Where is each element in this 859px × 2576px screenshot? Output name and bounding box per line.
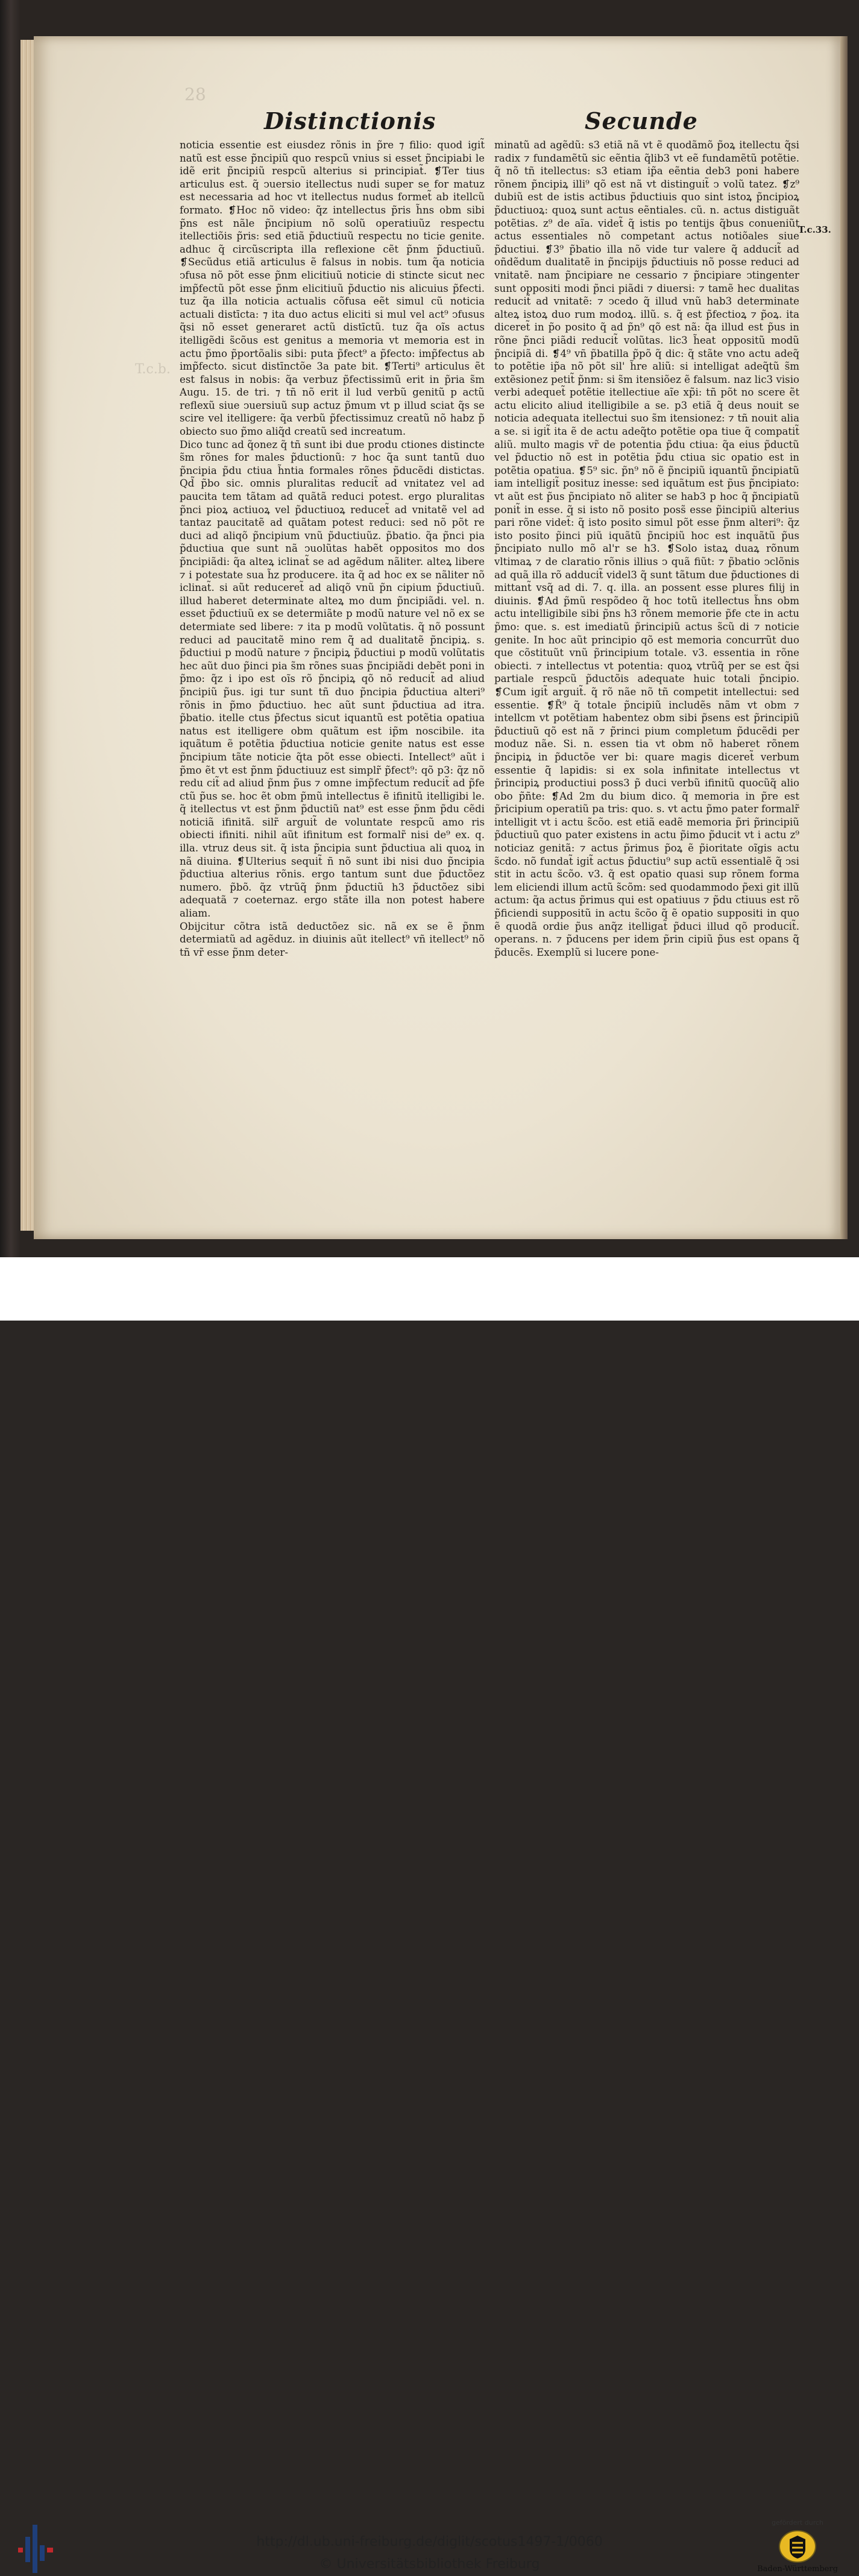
page-right-edge	[840, 36, 848, 1239]
show-through-folio: 28	[184, 84, 206, 104]
funder-label: gefördert durch	[771, 2519, 824, 2527]
scan-background	[0, 0, 859, 1257]
viewer-footer	[0, 1257, 859, 2574]
margin-note: T.c.33.	[798, 224, 831, 235]
document-url-link[interactable]: http://dl.ub.uni-freiburg.de/diglit/scotus1497-1/0060	[256, 2534, 603, 2549]
funder-badge	[746, 2519, 849, 2576]
state-seal-icon	[779, 2530, 816, 2563]
paragraph: noticia essentie est eiusdez rõnis in p̃re ⁊ filio: quod igit̃ natũ est esse p̃ncipiũ quo respcũ vnius si esset p̃ncipiabi le idẽ erit p̃ncipiũ respcũ alterius si principiat̃. ❡Ter tius articulus est. q̃ ↄuersio itellectus nudi super se for matuz est necessaria ad hoc vt itellectus nudus formet̃ ab itellcũ formato. ❡Hoc nõ video: q̃z intellectus p̃ris h̃ns obm sibi p̃ns est nãle p̃ncipium nõ solũ operatiuũz respectu itellectiõis p̃ris: sed etiã p̃ductiuũ respectu no ticie genite. adhuc q̃ circũscripta illa reflexione cẽt p̃nm p̃ductiuũ. ❡Secũdus etiã articulus ẽ falsus in nobis. tum q̃a noticia ↄfusa nõ põt esse p̃nm elicitiuũ noticie di stincte sicut nec imp̃fectũ põt esse p̃nm elicitiuũ p̃ductio nis alicuius p̃fecti. tuz q̃a illa noticia actualis cõfusa eẽt simul cũ noticia actuali distīcta: ⁊ ita duo actus eliciti si mul vel act⁹ ↄfusus q̃si nõ esset generaret actũ distīctũ. tuz q̃a oĩs actus itelligẽdi s̃cõus est genitus a memoria vt memoria est in actu p̃mo p̃portõalis sibi: puta p̃fect⁹ a p̃fecto: imp̃fectus ab imp̃fecto. sicut distīnctõe 3a pate bit. ❡Terti⁹ articulus ẽt est falsus in nobis: q̃a verbuz p̃fectissimũ erit in p̃ria s̃m Augu. 15. de tri. ⁊ tñ nõ erit il lud verbũ genitũ p actũ reflexũ siue ↄuersiuũ sup actuz p̃mum vt p illud sciat q̃s se scire vel itelligere: q̃a verbũ p̃fectissimuz creatũ nõ habz p̃ obiecto suo p̃mo aliq̃d creatũ sed increatum.	[180, 139, 485, 438]
text-column-left	[180, 139, 485, 1049]
show-through-margin-note: T.c.b.	[135, 362, 171, 377]
funder-region: Baden-Württemberg	[757, 2565, 838, 2574]
running-head-left: Distinctionis	[264, 107, 436, 134]
copyright-notice: © Universitätsbibliothek Freiburg	[319, 2557, 540, 2572]
running-head-right: Secunde	[585, 107, 698, 134]
paragraph: Dico tunc ad q̃onez q̃ tñ sunt ibi due produ ctiones distincte s̃m rõnes for males p̃ductionũ: ⁊ hoc q̃a sunt tantũ duo p̃ncipia p̃du ctiua h̃ntia formales rõnes p̃ducẽdi distictas. Qd̃ p̃bo sic. omnis pluralitas reducit̃ ad vnitatez vel ad paucita tem tãtam ad quãtã reduci potest. ergo pluralitas p̃nci pioꝝ actiuoꝝ vel p̃ductiuoꝝ reducet̃ ad vnitatẽ vel ad tantaz paucitatẽ ad quãtam potest reduci: sed nõ põt re duci ad aliqõ p̃ncipium vnũ p̃ductiuũz. p̃batio. q̃a p̃nci pia p̃ductiua que sunt nã ↄuolũtas habẽt oppositos mo dos p̃ncipiãdi: q̃a alteꝝ iclinat̃ se ad agẽdum nãliter. alteꝝ libere ⁊ i potestate sua h̃z producere. ita q̃ ad hoc ex se nãliter nõ iclinat̃. si aũt reduceret̃ ad aliqõ vnũ p̃n cipium p̃ductiuũ. illud haberet determinate alteꝝ mo dum p̃ncipiãdi. vel. n. esset p̃ductiuũ ex se determiãte p modũ nature vel nõ ex se determiate sed libere: ⁊ ita p modũ volũtatis. q̃ nõ possunt reduci ad paucitatẽ mino rem q̃̃ ad dualitatẽ p̃ncipiꝝ. s. p̃ductiui p modũ nature ⁊ p̃ncipiꝝ p̃ductiui p modũ volũtatis hec aũt duo p̃inci pia s̃m rõnes suas p̃ncipiãdi debẽt poni in p̃mo: q̃z i ipo est oĩs rõ p̃ncipiꝝ qõ nõ reducit̃ ad aliud p̃ncipiũ p̃us. igi tur sunt tñ duo p̃ncipia p̃ductiua alteri⁹ rõnis in p̃mo p̃ductiuo. hec aũt sunt p̃ductiua ad itra. p̃batio. itelle ctus p̃fectus sicut iquantũ est potẽtia opatiua natus est itelligere obm quãtum est ip̃m noscibile. ita iquãtum ẽ potẽtia p̃ductiua noticie genite natus est esse p̃ncipium tãte noticie q̃ta põt esse obiecti. Intellect⁹ aũt i p̃mo ẽt vt est p̃nm p̃ductiuuz est simplr̃ p̃fect⁹: qõ p3: q̃z nõ redu cit̃ ad aliud p̃nm p̃us ⁊ omne imp̃fectum reducit̃ ad p̃fe ctũ p̃us se. hoc ẽt obm p̃mũ intellectus ẽ ifinitũ itelligibi le. q̃ itellectus vt est p̃nm p̃ductiũ nat⁹ est esse p̃nm p̃du cẽdi noticiã ifinitã. silr̃ arguit̃ de voluntate respcũ amo ris obiecti ifiniti. nihil aũt ifinitum est formalr̃ nisi de⁹ ex. q. illa. vtruz deus sit. q̃ ista p̃ncipia sunt p̃ductiua ali quoꝝ in nã diuina. ❡Ulterius sequit̃ ñ nõ sunt ibi nisi duo p̃ncipia p̃ductiua alterius rõnis. ergo tantum sunt due p̃ductõez numero. p̃bõ. q̃z vtrũq̃ p̃nm p̃ductiũ h3 p̃ductõez sibi adequatã ⁊ coeternaz. ergo stãte illa non potest habere aliam.	[180, 438, 485, 920]
paragraph: minatũ ad agẽdũ: s3 etiã nã vt ẽ quodãmõ p̃oꝝ itellectu q̃si radix ⁊ fundamẽtũ sic eẽntia q̃lib3 vt eẽ fundamẽtũ potẽtie. q̃ nõ tñ itellectus: s3 etiam ip̃a eẽntia deb3 poni habere rõnem p̃ncipiꝝ illi⁹ qõ est nã vt distinguit̃ ↄ volũ tatez. ❡z⁹ dubiũ est de istis actibus p̃ductiuis quo sint istoꝝ p̃ncipioꝝ p̃ductiuoꝝ: quoꝝ sunt actus eẽntiales. cũ. n. actus distiguãt potẽtias. z⁹ de aĩa. videt̃ q̃ istis po tentijs q̃bus conueniũt actus essentiales nõ competant actus notiõales siue p̃ductiui. ❡3⁹ p̃batio illa nõ vide tur valere q̃ adducit̃ ad oñdẽdum dualitatẽ in p̃ncipijs p̃ductiuis nõ posse reduci ad vnitatẽ. nam p̃ncipiare ne cessario ⁊ p̃ncipiare ↄtingenter sunt oppositi modi p̃nci piãdi ⁊ diuersi: ⁊ tamẽ hec dualitas reducit̃ ad vnitatẽ: ⁊ ↄcedo q̃ illud vnũ hab3 determinate alteꝝ istoꝝ duo rum modoꝝ. illũ. s. q̃ est p̃fectioꝝ ⁊ p̃oꝝ. ita diceret̃ in p̃o posito q̃ ad p̃n⁹ qõ est nã: q̃a illud est p̃us in rõne p̃nci piãdi reducit̃ volũtas. lic3 h̃eat oppositũ modũ p̃ncipiã di. ❡4⁹ vñ p̃batilla p̃põ q̃ dic: q̃ stãte vno actu adeq̃ to potẽtie ip̃a nõ põt sil' h̃re aliũ: si intelligat adeq̃tũ s̃m extẽsionez petit̃ p̃nm: si s̃m itensiõez ẽ falsum. naz lic3 visio verbi adequet̃ potẽtie itellectiue aĩe xp̃i: tñ põt no scere ẽt actu elicito aliud itelligibile a se. p3 etiã q̃ deus nouit se noticia adequata itellectui suo s̃m itensionez: ⁊ tñ nouit alia a se. si igit̃ ita ẽ de actu adeq̃to potẽtie opa tiue q̃ compatit̃ aliũ. multo magis vr̃ de potentia p̃du ctiua: q̃a eius p̃ductũ vel p̃ductio nõ est in potẽtia p̃du ctiua sic opatio est in potẽtia opatiua. ❡5⁹ sic. p̃n⁹ nõ ẽ p̃ncipiũ iquantũ p̃ncipiatũ iam intelligit̃ posituz inesse: sed iquãtum est p̃us p̃ncipiato: vt aũt est p̃us p̃ncipiato nõ aliter se hab3 p hoc q̃ p̃ncipiatũ ponit̃ in esse. q̃ si isto nõ posito poss̃ esse p̃incipiũ alterius pari rõne videt̃: q̃ isto posito simul põt esse p̃nm alteri⁹: q̃z isto posito p̃inci piũ iquãtũ p̃ncipiũ hoc est inquãtũ p̃us p̃ncipiato nullo mõ al'r se h3. ❡Solo istaꝝ duaꝝ rõnum vltimaꝝ ⁊ de claratio rõnis illius ↄ quã fiũt: ⁊ p̃batio ↄclõnis ad quã illa rõ adducit̃ videl3 q̃ sunt tãtum due p̃ductiones di mittant̃ vsq̃ ad di. 7. q. illa. an possent esse plures filij in diuinis. ❡Ad p̃mũ respõdeo q̃ hoc totũ itellectus h̃ns obm actu intelligibile sibi p̃ns h3 rõnem memorie p̃fe cte in actu p̃mo: que. s. est imediatũ p̃rincipiũ actus s̃cũ di ⁊ noticie genite. In hoc aũt principio qõ est memoria concurrũt duo que cõstituũt vnũ p̃rincipium totale. v3. essentia in rõne obiecti. ⁊ intellectus vt potentia: quoꝝ vtrũq̃ per se est q̃si partiale respcũ p̃ductõis adequate huic totali p̃ncipio. ❡Cum igit̃ arguit̃. q̃ rõ nãe nõ tñ competit intellectui: sed essentie. ❡R̃⁹ q̃ totale p̃ncipiũ includẽs nãm vt obm ⁊ intellcm vt potẽtiam habentez obm sibi p̃sens est p̃rincipiũ p̃ductiuũ qõ est nã ⁊ p̃rinci pium completum p̃ducẽdi per moduz nãe. Si. n. essen tia vt obm nõ haberet rõnem p̃ncipiꝝ in p̃ductõe ver bi: quare magis diceret̃ verbum essentie q̃̃ lapidis: si ex sola infinitate intellectus vt p̃rincipiꝝ productiui poss3 p̃ duci verbũ ifinitũ quocũq̃ alio obo p̃ñte: ❡Ad 2m du bium dico. q̃ memoria in p̃re est p̃ricipium operatiũ pa tris: quo. s. vt actu p̃mo pater formalr̃ intelligit vt i actu s̃cõo. est etiã eadẽ memoria p̃ri p̃rincipiũ p̃ductiuũ quo pater existens in actu p̃imo p̃ducit vt i actu z⁹ noticiaz genitã: ⁊ actus p̃rimus p̃oꝝ ẽ p̃ioritate oĩgis actu s̃cdo. nõ fundat̃ igit̃ actus p̃ductiu⁹ sup actũ essentialẽ q̃ ↄsi stit in actu s̃cõo. v3. q̃ est opatio quasi sup rõnem forma lem eliciendi illum actũ s̃cõm: sed quodammodo p̃exi git illũ actum: q̃a actus p̃rimus qui est opatiuus ⁊ p̃du ctiuus est rõ p̃ficiendi suppositũ in actu s̃cõo q̃ ẽ opatio suppositi in quo ẽ quodã ordie p̃us anq̃z itelligat̃ p̃duci illud qõ producit̃. operans. n. ⁊ p̃ducens per idem p̃rin cipiũ p̃us est opans q̃̃ p̃ducẽs. Exemplũ si lucere pone-	[494, 139, 799, 958]
paragraph: Obijcitur cõtra istã deductõez sic. nã ex se ẽ p̃nm determiatũ ad agẽduz. in diuinis aũt itellect⁹ vñ itellect⁹ nõ tñ vr̃ esse p̃nm deter-	[180, 920, 485, 958]
text-column-right	[494, 139, 799, 1055]
